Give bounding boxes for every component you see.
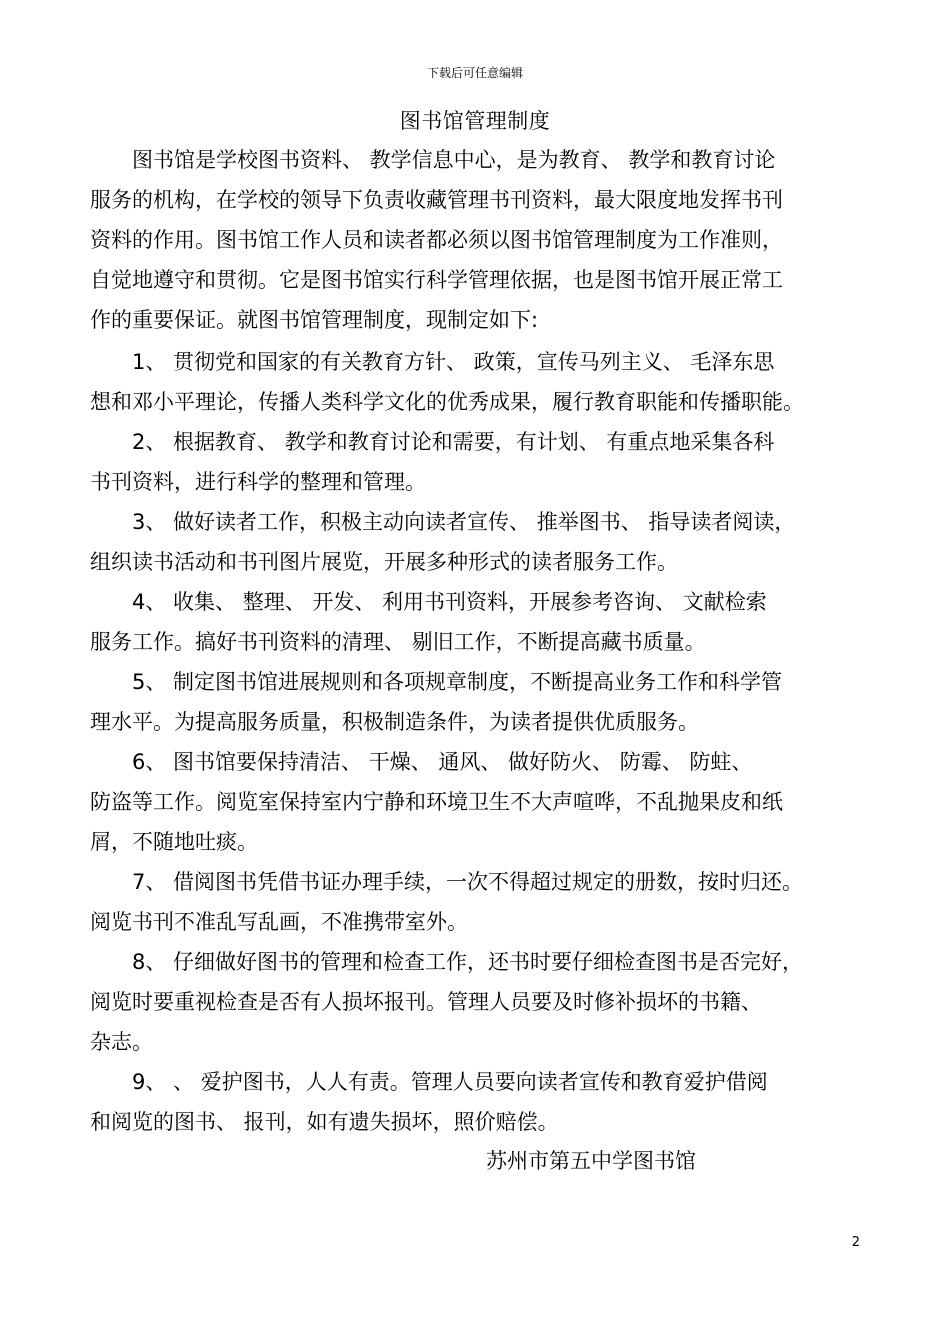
body-line: 屑，不随地吐痰。: [90, 830, 258, 854]
page-number: 2: [851, 1235, 860, 1250]
document-title: 图书馆管理制度: [399, 109, 551, 133]
body-line: 7、 借阅图书凭借书证办理手续，一次不得超过规定的册数，按时归还。: [90, 870, 804, 894]
body-line: 和阅览的图书、 报刊，如有遗失损坏，照价赔偿。: [90, 1110, 559, 1134]
body-line: 服务的机构，在学校的领导下负责收藏管理书刊资料，最大限度地发挥书刊: [90, 188, 783, 212]
body-line: 自觉地遵守和贯彻。它是图书馆实行科学管理依据，也是图书馆开展正常工: [90, 268, 783, 292]
header-note: 下载后可任意编辑: [426, 66, 523, 80]
body-line: 6、 图书馆要保持清洁、 干燥、 通风、 做好防火、 防霉、 防蛀、: [90, 750, 753, 774]
body-line: 8、 仔细做好图书的管理和检查工作，还书时要仔细检查图书是否完好，: [90, 950, 804, 974]
body-line: 3、 做好读者工作，积极主动向读者宣传、 推举图书、 指导读者阅读，: [90, 510, 796, 534]
body-line: 资料的作用。图书馆工作人员和读者都必须以图书馆管理制度为工作准则，: [90, 228, 783, 252]
body-line: 想和邓小平理论，传播人类科学文化的优秀成果，履行教育职能和传播职能。: [90, 390, 804, 414]
body-line: 2、 根据教育、 教学和教育讨论和需要，有计划、 有重点地采集各科: [90, 430, 775, 454]
body-line: 阅览书刊不准乱写乱画，不准携带室外。: [90, 910, 468, 934]
body-line: 5、 制定图书馆进展规则和各项规章制度，不断提高业务工作和科学管: [90, 670, 783, 694]
body-line: 组织读书活动和书刊图片展览，开展多种形式的读者服务工作。: [90, 550, 678, 574]
signature-institution: 苏州市第五中学图书馆: [486, 1149, 696, 1173]
body-line: 书刊资料，进行科学的整理和管理。: [90, 470, 426, 494]
body-line: 杂志。: [90, 1030, 153, 1054]
body-line: 9、 、 爱护图书，人人有责。管理人员要向读者宣传和教育爱护借阅: [90, 1070, 768, 1094]
body-line: 服务工作。搞好书刊资料的清理、 剔旧工作，不断提高藏书质量。: [90, 630, 706, 654]
body-line: 阅览时要重视检查是否有人损坏报刊。管理人员要及时修补损坏的书籍、: [90, 990, 762, 1014]
body-line: 防盗等工作。阅览室保持室内宁静和环境卫生不大声喧哗，不乱抛果皮和纸: [90, 790, 783, 814]
body-line: 理水平。为提高服务质量，积极制造条件，为读者提供优质服务。: [90, 710, 699, 734]
body-line: 4、 收集、 整理、 开发、 利用书刊资料，开展参考咨询、 文献检索: [90, 590, 767, 614]
body-line: 作的重要保证。就图书馆管理制度，现制定如下:: [90, 308, 539, 332]
body-line: 图书馆是学校图书资料、 教学信息中心，是为教育、 教学和教育讨论: [90, 148, 776, 172]
body-line: 1、 贯彻党和国家的有关教育方针、 政策，宣传马列主义、 毛泽东思: [90, 350, 775, 374]
